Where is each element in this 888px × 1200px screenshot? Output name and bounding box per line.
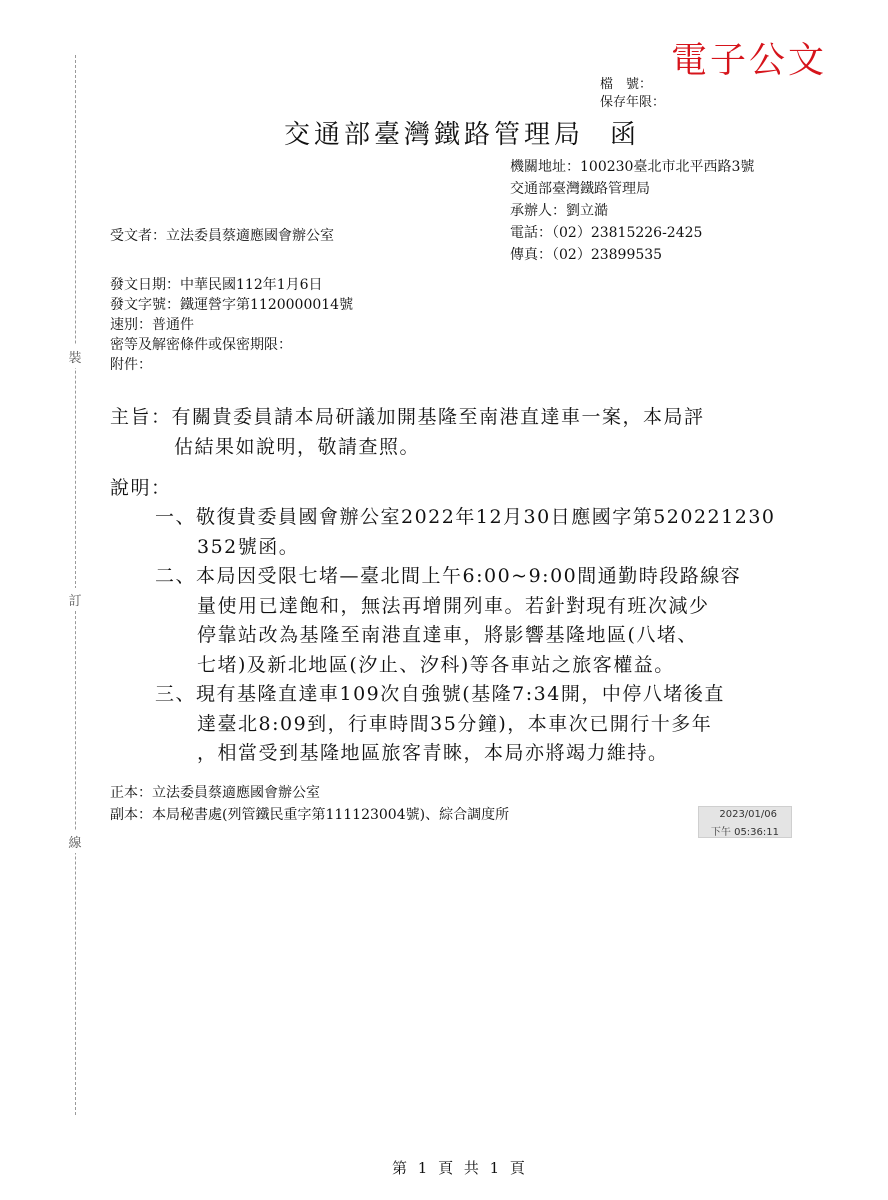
explanation-heading: 說明： xyxy=(110,477,172,499)
secrecy-level: 密等及解密條件或保密期限： xyxy=(110,337,292,353)
item-line: 一、敬復貴委員國會辦公室2022年12月30日應國字第520221230 xyxy=(155,506,776,528)
e-document-label: 電子公文 xyxy=(671,40,828,81)
issue-date: 發文日期：中華民國112年1月6日 xyxy=(110,277,323,293)
subject-line-2: 估結果如說明，敬請查照。 xyxy=(174,436,421,458)
binding-dashed-line xyxy=(75,55,76,1115)
delivery-speed: 速別：普通件 xyxy=(110,317,194,333)
document-type: 函 xyxy=(610,120,641,150)
timestamp-stamp xyxy=(698,806,792,838)
item-line: ，相當受到基隆地區旅客青睞，本局亦將竭力維持。 xyxy=(197,742,669,764)
issuing-agency-title: 交通部臺灣鐵路管理局 xyxy=(284,120,585,150)
file-metadata xyxy=(600,76,665,112)
retention-label: 保存年限： xyxy=(600,95,666,110)
binding-mark-xian: 線 xyxy=(64,830,86,853)
item-line: 七堵)及新北地區(汐止、汐科)等各車站之旅客權益。 xyxy=(197,653,675,676)
explanation-item-3 xyxy=(155,680,776,769)
agency-name: 交通部臺灣鐵路管理局 xyxy=(510,181,650,197)
stamp-time: 下午 05:36:11 xyxy=(710,827,779,838)
explanation-items xyxy=(155,503,776,769)
subject xyxy=(110,402,705,462)
explanation-item-2 xyxy=(155,562,776,680)
attachments: 附件： xyxy=(110,357,152,373)
explanation-item-1 xyxy=(155,503,776,562)
file-number-row xyxy=(600,76,665,94)
page-counter: 第 1 頁 共 1 頁 xyxy=(392,1159,528,1177)
agency-handler: 承辦人：劉立澔 xyxy=(510,203,608,219)
subject-line-1: 主旨：有關貴委員請本局研議加開基隆至南港直達車一案，本局評 xyxy=(110,406,705,428)
retention-row xyxy=(600,94,665,112)
file-number-label: 檔 號： xyxy=(600,77,653,92)
recipient: 受文者：立法委員蔡適應國會辦公室 xyxy=(110,228,334,244)
agency-phone: 電話：（02）23815226-2425 xyxy=(510,225,703,241)
item-line: 二、本局因受限七堵—臺北間上午6:00~9:00間通勤時段路線容 xyxy=(155,565,742,587)
duplicate-copy: 副本：本局秘書處(列管鐵民重字第111123004號)、綜合調度所 xyxy=(110,807,510,823)
issue-number: 發文字號：鐵運營字第1120000014號 xyxy=(110,297,354,313)
agency-fax: 傳真：（02）23899535 xyxy=(510,247,663,263)
agency-address: 機關地址：100230臺北市北平西路3號 xyxy=(510,159,755,175)
item-line: 352號函。 xyxy=(197,535,300,558)
agency-info xyxy=(510,156,754,266)
item-line: 量使用已達飽和，無法再增開列車。若針對現有班次減少 xyxy=(197,594,710,617)
document-title xyxy=(284,114,640,151)
issue-fields xyxy=(110,275,353,375)
item-line: 停靠站改為基隆至南港直達車，將影響基隆地區(八堵、 xyxy=(197,624,698,646)
binding-mark-zhuang: 裝 xyxy=(64,345,86,368)
item-line: 達臺北8:09到，行車時間35分鐘)，本車次已開行十多年 xyxy=(197,712,713,735)
stamp-date: 2023/01/06 xyxy=(719,809,777,820)
item-line: 三、現有基隆直達車109次自強號(基隆7:34開，中停八堵後直 xyxy=(155,683,725,705)
distribution xyxy=(110,782,509,826)
binding-mark-ding: 訂 xyxy=(64,588,86,611)
original-copy: 正本：立法委員蔡適應國會辦公室 xyxy=(110,785,320,801)
